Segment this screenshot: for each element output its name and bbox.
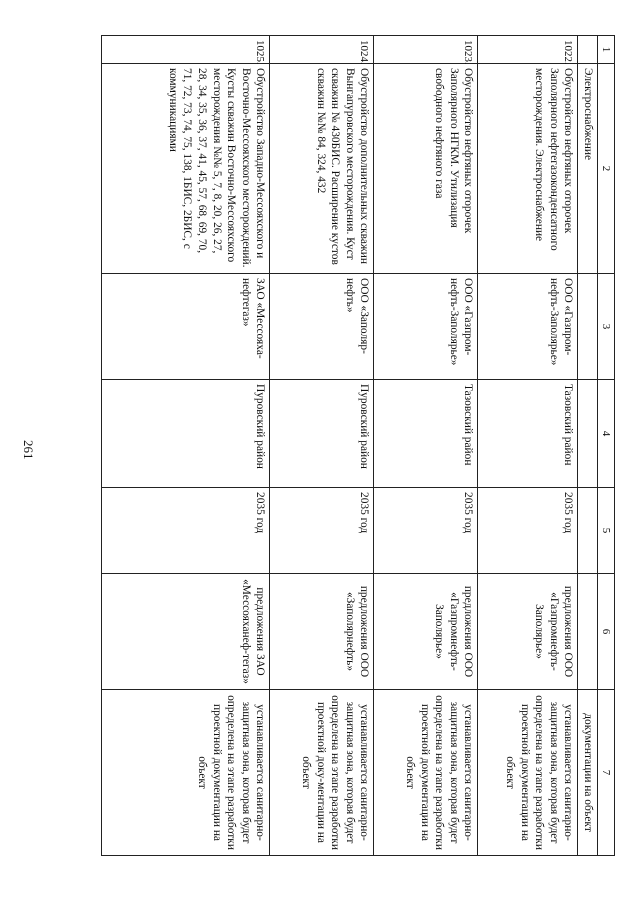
basis: предложения ЗАО «Мессояханеф-тегаз» bbox=[102, 574, 270, 690]
header-col-1: 1 bbox=[598, 36, 615, 64]
object-name: Обустройство нефтяных оторочек Заполярного нефтегазоконденсатного месторождения. Электроснабжение bbox=[478, 64, 578, 274]
object-name: Обустройство нефтяных оторочек Заполярного НГКМ. Утилизация свободного нефтяного газа bbox=[374, 64, 478, 274]
header-col-6: 6 bbox=[598, 574, 615, 690]
district: Пуровский район bbox=[270, 380, 374, 488]
continuation-year bbox=[578, 488, 598, 574]
header-col-7: 7 bbox=[598, 690, 615, 856]
header-col-4: 4 bbox=[598, 380, 615, 488]
continuation-row bbox=[578, 36, 598, 856]
company-name: ООО «Газпром-нефть-Заполярье» bbox=[374, 274, 478, 380]
year: 2035 год bbox=[374, 488, 478, 574]
table-row bbox=[374, 36, 478, 856]
objects-table bbox=[101, 35, 615, 856]
rotated-table-container bbox=[75, 35, 615, 855]
continuation-num bbox=[578, 36, 598, 64]
table-row bbox=[270, 36, 374, 856]
zone-note: устанавливается санитарно-защитная зона, которая будет определена на этапе разработки проектной доку-ментации на объект bbox=[270, 690, 374, 856]
district: Тазовский район bbox=[478, 380, 578, 488]
table-row bbox=[102, 36, 270, 856]
basis: предложения ООО «Заполярнефть» bbox=[270, 574, 374, 690]
row-number: 1025. bbox=[102, 36, 270, 64]
basis: предложения ООО «Газпромнефть-Заполярье» bbox=[478, 574, 578, 690]
basis: предложения ООО «Газпромнефть-Заполярье» bbox=[374, 574, 478, 690]
company-name: ООО «Газпром-нефть-Заполярье» bbox=[478, 274, 578, 380]
zone-note: устанавливается санитарно-защитная зона, которая будет определена на этапе разработки проектной документации на объект bbox=[374, 690, 478, 856]
header-col-5: 5 bbox=[598, 488, 615, 574]
company-name: ООО «Заполяр-нефть» bbox=[270, 274, 374, 380]
continuation-zone: документации на объект bbox=[578, 690, 598, 856]
page-number: 261 bbox=[21, 440, 36, 460]
district: Пуровский район bbox=[102, 380, 270, 488]
header-col-3: 3 bbox=[598, 274, 615, 380]
zone-note: устанавливается санитарно-защитная зона, которая будет определена на этапе разработки проектной документации на объект bbox=[478, 690, 578, 856]
continuation-basis bbox=[578, 574, 598, 690]
row-number: 1022. bbox=[478, 36, 578, 64]
year: 2035 год bbox=[102, 488, 270, 574]
table-row bbox=[478, 36, 578, 856]
continuation-object: Электроснабжение bbox=[578, 64, 598, 274]
district: Тазовский район bbox=[374, 380, 478, 488]
object-name: Обустройство Западно-Мессояхского и Восточно-Мессояхского месторождений. Кусты скважин Восточно-Мессояхского месторождения №№ 5, 7, 8, 20, 26, 27, 28, 34, 35, 36, 37, 41, 45, 57, 68, 69, 70, 71, 72, 73, 74, 75, 138, 1БИС, 2БИС, с коммуникациями bbox=[102, 64, 270, 274]
row-number: 1023. bbox=[374, 36, 478, 64]
continuation-district bbox=[578, 380, 598, 488]
company-name: ЗАО «Мессояха-нефтегаз» bbox=[102, 274, 270, 380]
zone-note: устанавливается санитарно-защитная зона, которая будет определена на этапе разработки проектной документации на объект bbox=[102, 690, 270, 856]
year: 2035 год bbox=[478, 488, 578, 574]
continuation-company bbox=[578, 274, 598, 380]
header-row bbox=[598, 36, 615, 856]
header-col-2: 2 bbox=[598, 64, 615, 274]
row-number: 1024. bbox=[270, 36, 374, 64]
year: 2035 год bbox=[270, 488, 374, 574]
table-header bbox=[598, 36, 615, 856]
object-name: Обустройство дополнительных скважин Вынгапуровского месторождения. Куст скважин № 430БИС. Расширение кустов скважин №№ 84, 324, 432 bbox=[270, 64, 374, 274]
